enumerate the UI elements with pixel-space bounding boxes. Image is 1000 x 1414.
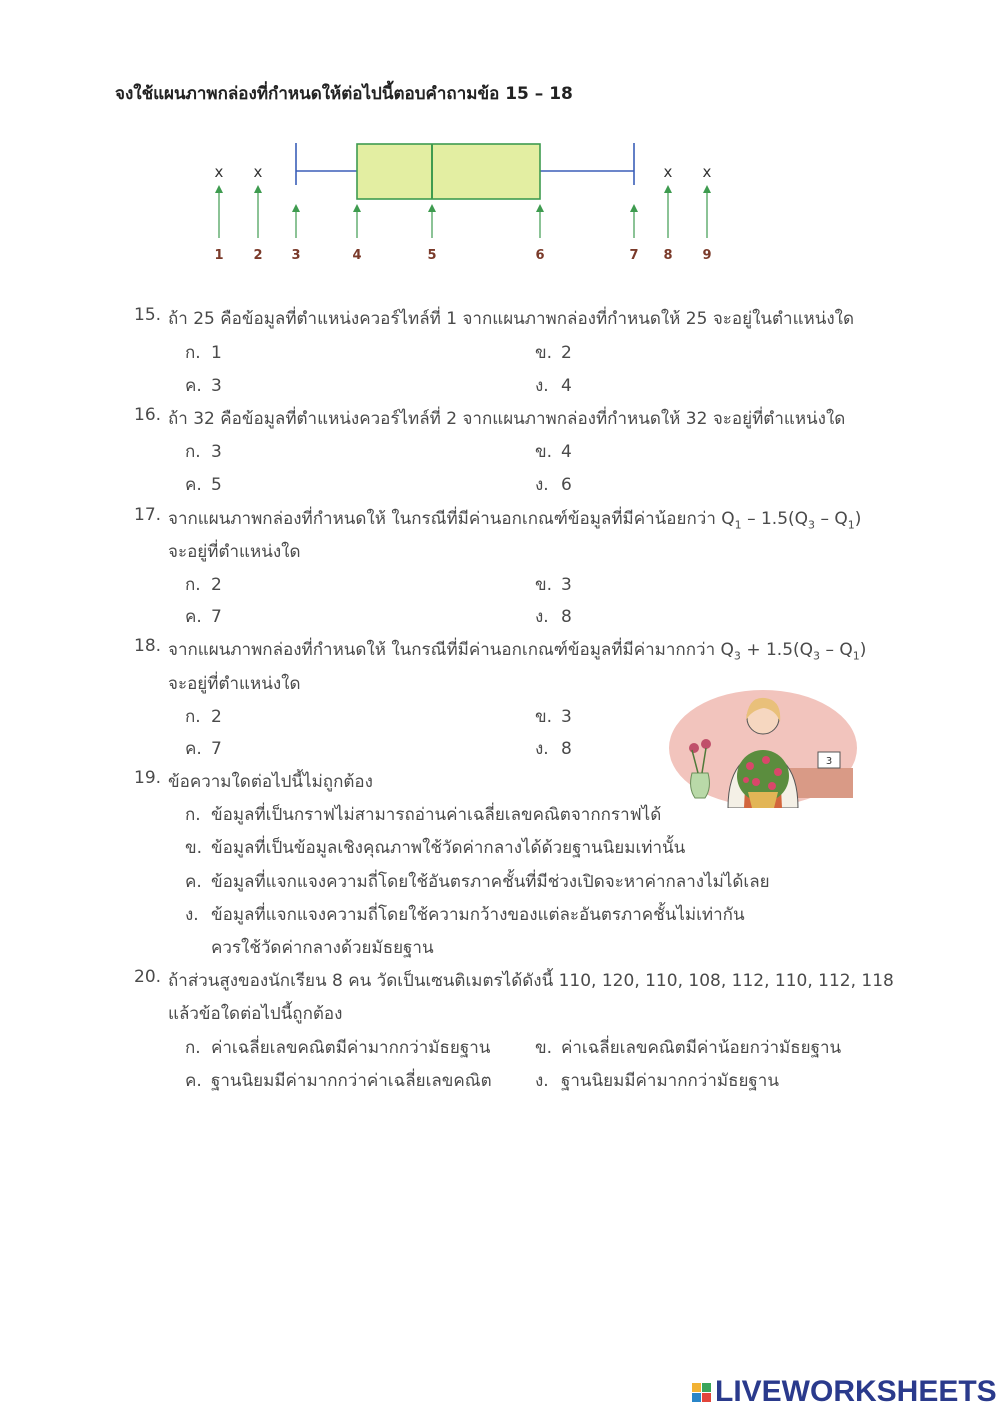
option-20-c[interactable] (185, 1067, 492, 1094)
option-text: 1 (211, 343, 222, 363)
option-letter: ก. (185, 442, 201, 462)
flower-icon (701, 739, 711, 749)
option-letter: ง. (535, 475, 549, 495)
option-letter: ง. (535, 739, 549, 759)
option-text: 7 (211, 739, 222, 759)
option-letter: ง. (185, 905, 199, 925)
option-text: 3 (561, 575, 572, 595)
position-label-7: 7 (629, 248, 639, 263)
option-letter: ก. (185, 707, 201, 727)
option-16-b[interactable] (535, 438, 572, 465)
option-letter: ก. (185, 805, 201, 825)
option-15-d[interactable] (535, 372, 572, 399)
question-number: 18. (134, 636, 162, 656)
position-labels (214, 248, 711, 263)
outlier-mark-9: x (702, 163, 712, 181)
option-text: 2 (211, 575, 222, 595)
flower-icon (689, 743, 699, 753)
option-16-d[interactable] (535, 471, 572, 498)
option-text: 7 (211, 607, 222, 627)
question-text: ถ้าส่วนสูงของนักเรียน 8 คน วัดเป็นเซนติเมตรได้ดังนี้ 110, 120, 110, 108, 112, 110, 112, 118 (168, 971, 894, 991)
question-number: 17. (134, 505, 162, 525)
option-letter: ค. (185, 475, 202, 495)
option-19-d[interactable] (185, 901, 745, 928)
option-letter: ค. (185, 739, 202, 759)
option-letter: ข. (535, 575, 553, 595)
option-20-d[interactable] (535, 1067, 779, 1094)
option-16-c[interactable] (185, 471, 222, 498)
question-text: จากแผนภาพกล่องที่กำหนดให้ ในกรณีที่มีค่านอกเกณฑ์ข้อมูลที่มีค่ามากกว่า $Q_3 + 1.5(Q_3 - Q_1)$ (168, 640, 867, 663)
option-18-a[interactable] (185, 703, 222, 730)
option-20-a[interactable] (185, 1034, 490, 1061)
option-letter: ง. (535, 607, 549, 627)
option-letter: ก. (185, 1038, 201, 1058)
option-19-a[interactable] (185, 801, 661, 828)
option-19-c[interactable] (185, 868, 770, 895)
option-17-a[interactable] (185, 571, 222, 598)
option-17-b[interactable] (535, 571, 572, 598)
option-text: 8 (561, 739, 572, 759)
position-label-2: 2 (253, 248, 263, 263)
question-17-line2: จะอยู่ที่ตำแหน่งใด (168, 542, 301, 562)
option-15-b[interactable] (535, 339, 572, 366)
option-letter: ง. (535, 1071, 549, 1091)
option-text: 2 (561, 343, 572, 363)
option-text: 3 (211, 442, 222, 462)
option-letter: ข. (535, 707, 553, 727)
option-text: 2 (211, 707, 222, 727)
outlier-mark-1: x (214, 163, 224, 181)
question-number: 16. (134, 405, 162, 425)
question-18-line2: จะอยู่ที่ตำแหน่งใด (168, 674, 301, 694)
option-text: ค่าเฉลี่ยเลขคณิตมีค่ามากกว่ามัธยฐาน (211, 1038, 491, 1058)
option-letter: ค. (185, 376, 202, 396)
florist-illustration (668, 688, 858, 808)
question-text: ถ้า 32 คือข้อมูลที่ตำแหน่งควอร์ไทล์ที่ 2 จากแผนภาพกล่องที่กำหนดให้ 32 จะอยู่ที่ตำแหน่งใด (168, 409, 846, 429)
option-17-c[interactable] (185, 603, 222, 630)
price-tag: 3 (825, 756, 833, 767)
brand-name: LIVEWORKSHEETS (715, 1375, 997, 1408)
liveworksheets-brand[interactable] (692, 1375, 997, 1409)
formula: $Q_1 - 1.5(Q_3 - Q_1)$ (721, 509, 862, 532)
option-18-b[interactable] (535, 703, 572, 730)
option-letter: ข. (535, 343, 553, 363)
option-text: 6 (561, 475, 572, 495)
option-letter: ข. (185, 838, 203, 858)
position-label-6: 6 (535, 248, 545, 263)
vase-icon (691, 773, 710, 798)
outlier-mark-2: x (253, 163, 263, 181)
option-text: 5 (211, 475, 222, 495)
question-number: 15. (134, 305, 162, 325)
counter (788, 768, 853, 798)
option-text: ฐานนิยมมีค่ามากกว่าค่าเฉลี่ยเลขคณิต (211, 1071, 492, 1091)
option-15-a[interactable] (185, 339, 222, 366)
outlier-mark-8: x (663, 163, 673, 181)
question-number: 20. (134, 967, 162, 987)
question-text: จากแผนภาพกล่องที่กำหนดให้ ในกรณีที่มีค่านอกเกณฑ์ข้อมูลที่มีค่าน้อยกว่า $Q_1 - 1.5(Q_3 - Q_1)$ (168, 509, 862, 532)
position-label-9: 9 (702, 248, 712, 263)
option-text: 4 (561, 376, 572, 396)
option-letter: ค. (185, 607, 202, 627)
option-17-d[interactable] (535, 603, 572, 630)
option-letter: ค. (185, 872, 202, 892)
option-16-a[interactable] (185, 438, 222, 465)
question-text: ถ้า 25 คือข้อมูลที่ตำแหน่งควอร์ไทล์ที่ 1 จากแผนภาพกล่องที่กำหนดให้ 25 จะอยู่ในตำแหน่งใด (168, 309, 855, 329)
basket (748, 792, 778, 808)
option-20-b[interactable] (535, 1034, 841, 1061)
position-label-8: 8 (663, 248, 673, 263)
option-19-d-line2: ควรใช้วัดค่ากลางด้วยมัธยฐาน (211, 938, 434, 958)
question-number: 19. (134, 768, 162, 788)
option-letter: ข. (535, 442, 553, 462)
question-20-line2: แล้วข้อใดต่อไปนี้ถูกต้อง (168, 1004, 343, 1024)
box (357, 144, 540, 199)
position-label-5: 5 (427, 248, 437, 263)
option-text: 8 (561, 607, 572, 627)
option-text: ข้อมูลที่แจกแจงความถี่โดยใช้อันตรภาคชั้นที่มีช่วงเปิดจะหาค่ากลางไม่ได้เลย (211, 872, 770, 892)
option-letter: ข. (535, 1038, 553, 1058)
option-letter: ค. (185, 1071, 202, 1091)
option-text: 3 (211, 376, 222, 396)
position-label-4: 4 (352, 248, 362, 263)
position-label-3: 3 (291, 248, 301, 263)
option-text: ข้อมูลที่เป็นข้อมูลเชิงคุณภาพใช้วัดค่ากลางได้ด้วยฐานนิยมเท่านั้น (211, 838, 686, 858)
option-letter: ง. (535, 376, 549, 396)
instruction-heading: จงใช้แผนภาพกล่องที่กำหนดให้ต่อไปนี้ตอบคำถามข้อ 15 – 18 (115, 84, 573, 104)
option-text: 4 (561, 442, 572, 462)
option-text: ข้อมูลที่เป็นกราฟไม่สามารถอ่านค่าเฉลี่ยเลขคณิตจากกราฟได้ (211, 805, 662, 825)
option-text: ค่าเฉลี่ยเลขคณิตมีค่าน้อยกว่ามัธยฐาน (561, 1038, 842, 1058)
option-letter: ก. (185, 343, 201, 363)
option-text: ฐานนิยมมีค่ามากกว่ามัธยฐาน (561, 1071, 779, 1091)
option-15-c[interactable] (185, 372, 222, 399)
formula: $Q_3 + 1.5(Q_3 - Q_1)$ (720, 640, 867, 663)
option-19-b[interactable] (185, 834, 685, 861)
option-18-c[interactable] (185, 735, 222, 762)
option-letter: ก. (185, 575, 201, 595)
option-text: ข้อมูลที่แจกแจงความถี่โดยใช้ความกว้างของแต่ละอันตรภาคชั้นไม่เท่ากัน (211, 905, 745, 925)
question-text: ข้อความใดต่อไปนี้ไม่ถูกต้อง (168, 772, 373, 792)
box-plot-diagram (200, 135, 740, 270)
option-text: 3 (561, 707, 572, 727)
position-label-1: 1 (214, 248, 224, 263)
option-18-d[interactable] (535, 735, 572, 762)
liveworksheets-logo-icon (692, 1383, 711, 1402)
